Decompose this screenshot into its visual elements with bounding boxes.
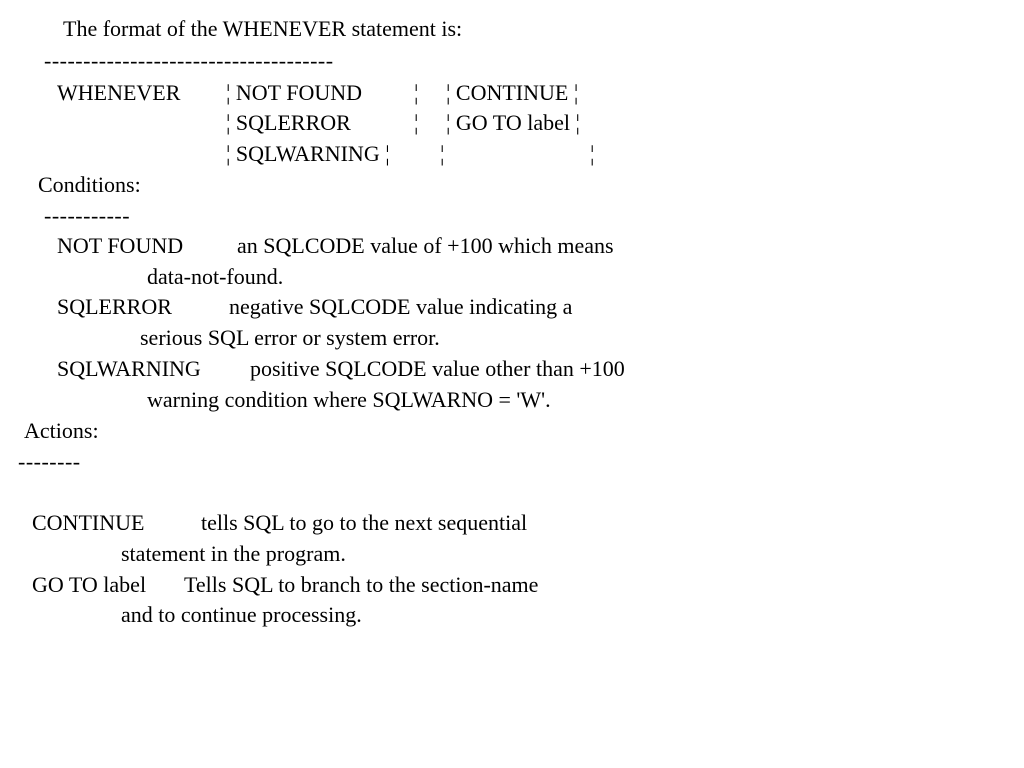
action-desc-continue: tells SQL to go to the next sequential — [201, 510, 528, 535]
condition-desc-sqlerror: negative SQLCODE value indicating a — [229, 294, 573, 319]
action-desc-continue-cont: statement in the program. — [121, 541, 346, 566]
intro-rule: ------------------------------------- — [44, 48, 334, 73]
condition-desc-not-found-cont: data-not-found. — [147, 264, 284, 289]
action-term-goto: GO TO label — [32, 572, 147, 597]
syntax-condition-not-found: ¦ NOT FOUND — [226, 80, 363, 105]
condition-term-sqlwarning: SQLWARNING — [57, 356, 201, 381]
syntax-condition-sqlerror: ¦ SQLERROR — [226, 110, 351, 135]
actions-heading: Actions: — [24, 418, 99, 443]
syntax-condition-close-3: ¦ — [440, 141, 445, 166]
condition-desc-sqlwarning: positive SQLCODE value other than +100 — [250, 356, 625, 381]
condition-term-sqlerror: SQLERROR — [57, 294, 172, 319]
conditions-heading: Conditions: — [38, 172, 141, 197]
action-term-continue: CONTINUE — [32, 510, 145, 535]
conditions-rule: ----------- — [44, 203, 131, 228]
condition-term-not-found: NOT FOUND — [57, 233, 184, 258]
syntax-action-goto: ¦ GO TO label ¦ — [446, 110, 580, 135]
syntax-condition-sqlwarning: ¦ SQLWARNING ¦ — [226, 141, 390, 166]
syntax-condition-close-2: ¦ — [414, 110, 419, 135]
actions-rule: -------- — [18, 449, 81, 474]
format-intro-line: The format of the WHENEVER statement is: — [63, 16, 463, 41]
action-desc-goto: Tells SQL to branch to the section-name — [184, 572, 539, 597]
condition-desc-sqlerror-cont: serious SQL error or system error. — [140, 325, 440, 350]
syntax-condition-close-1: ¦ — [414, 80, 419, 105]
condition-desc-not-found: an SQLCODE value of +100 which means — [237, 233, 614, 258]
action-desc-goto-cont: and to continue processing. — [121, 602, 362, 627]
syntax-keyword: WHENEVER — [57, 80, 181, 105]
syntax-action-close-3: ¦ — [590, 141, 595, 166]
syntax-action-continue: ¦ CONTINUE ¦ — [446, 80, 579, 105]
condition-desc-sqlwarning-cont: warning condition where SQLWARNO = 'W'. — [147, 387, 551, 412]
